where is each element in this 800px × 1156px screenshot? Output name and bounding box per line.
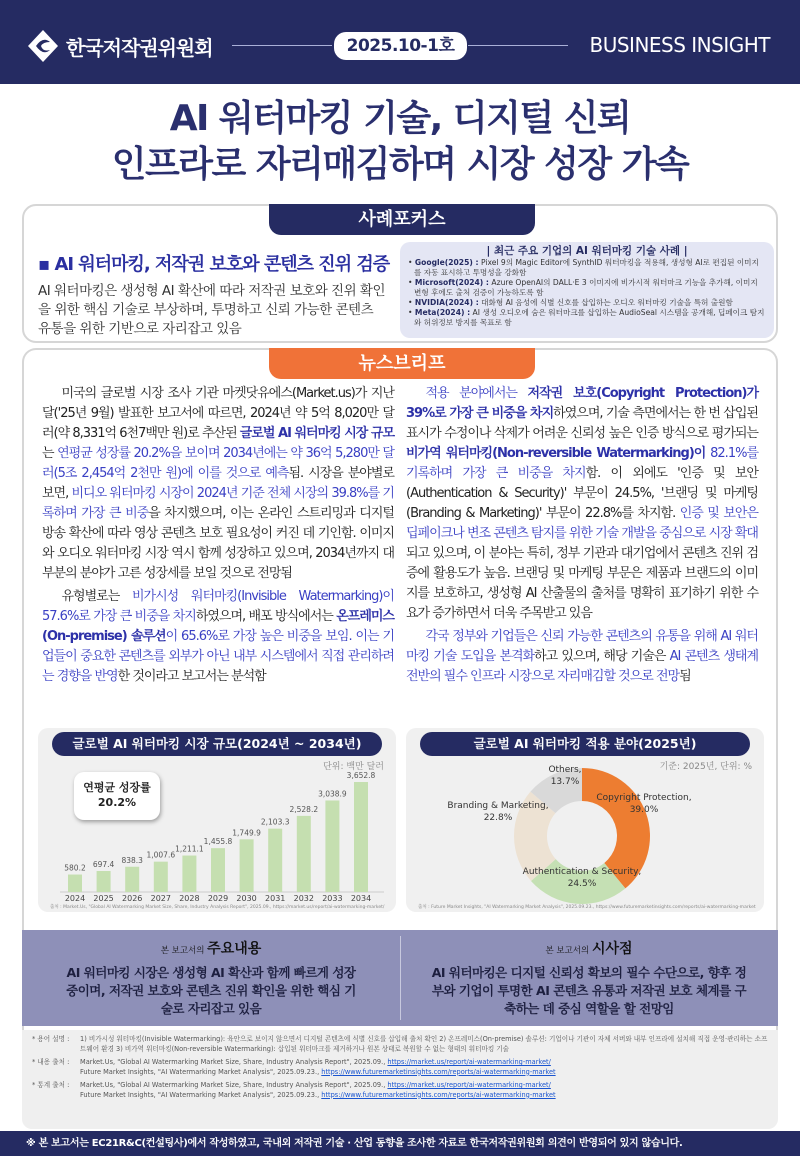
highlight-text: 82.1%를 기록하며 가장 큰 비중을 차지: [406, 446, 758, 481]
bar-value-label: 838.3: [121, 855, 143, 865]
news-paragraph: [42, 384, 394, 584]
body-text: 되고 있으며, 이 분야는 특히, 정부 기관과 대기업에서 콘텐츠 진위 검증에 활용도가 높음. 브랜딩 및 마케팅 부문은 제품과 브랜드의 이미지를 보호하고, 생성형 AI 산출물의 출처를 명확히 표기하기 위한 수요가 증가하면서 더욱 주목받고 있음: [406, 546, 758, 621]
bar-value-label: 697.4: [92, 859, 115, 869]
market-size-chart: [38, 728, 396, 912]
source-text: Market.Us, "Global AI Watermarking Market Size, Share, Industry Analysis Report", 2025.09.,: [80, 1058, 388, 1066]
chart-unit: 기준: 2025년, 단위: %: [659, 762, 752, 772]
note-label: * 통계 출처 :: [32, 1081, 70, 1089]
slice-name-label: Authentication & Security,: [522, 867, 642, 877]
case-company: Google(2025) :: [414, 258, 479, 267]
case-focus-section: [22, 204, 778, 343]
bar: [240, 839, 254, 892]
chart-title: 글로벌 AI 워터마킹 적용 분야(2025년): [420, 732, 750, 756]
case-item: • Meta(2024) : AI 생성 오디오에 숨은 워터마크를 삽입하는 AudioSeal 시스템을 공개해, 딥페이크 탐지와 허위정보 방지를 목표로 함: [408, 308, 765, 327]
cases-title: | 최근 주요 기업의 AI 워터마킹 기술 사례 |: [486, 245, 688, 257]
divider: [468, 45, 568, 46]
summary-text: AI 워터마킹 시장은 생성형 AI 확산과 함께 빠르게 성장 중이며, 저작권 보호와 콘텐츠 진위 확인을 위한 핵심 기술로 자리잡고 있음: [66, 965, 356, 1016]
body-text: 한 것이라고 보고서는 분석함: [117, 669, 266, 684]
bar-value-label: 2,103.3: [260, 817, 290, 827]
summary-label: 시사점: [591, 941, 633, 957]
bar-value-label: 1,455.8: [203, 837, 233, 847]
summary-prefix: 본 보고서의: [160, 946, 208, 956]
chart-source: 출처 : Future Market Insights, "AI Watermarking Market Analysis", 2025.09.23., https://www.futuremarketinsights.com/reports/ai-watermarking-market: [418, 905, 756, 910]
callout-value: 20.2%: [97, 796, 137, 809]
body-text: 됨: [679, 669, 691, 684]
bar: [68, 875, 82, 892]
slice-value-label: 22.8%: [483, 813, 513, 823]
source-link[interactable]: https://www.futuremarketinsights.com/reports/ai-watermarking-market: [321, 1067, 556, 1076]
highlight-text: 저작권 보호(Copyright Protection)가 39%로 가장 큰 비중을 차지: [406, 386, 758, 421]
bar: [325, 800, 339, 892]
highlight-text: 글로벌 AI 워터마킹 시장 규모: [239, 426, 395, 441]
x-tick-label: 2029: [207, 894, 229, 903]
source-text: Market.Us, "Global AI Watermarking Market Size, Share, Industry Analysis Report", 2025.09.,: [80, 1081, 388, 1089]
case-item: • Google(2025) : Pixel 9의 Magic Editor에 SynthID 워터마킹을 적용해, 생성형 AI로 편집된 이미지를 자동 표시하고 투명성을 강화함: [408, 258, 759, 277]
case-summary: AI 워터마킹은 생성형 AI 확산에 따라 저작권 보호와 진위 확인을 위한 핵심 기술로 부상하며, 투명하고 신뢰 가능한 콘텐츠 유통을 위한 기반으로 자리잡고 있음: [38, 283, 385, 337]
terms-note: 1) 비가시성 워터마킹(Invisible Watermarking): 육안으로 보이지 않으면서 디지털 콘텐츠에 식별 신호를 삽입해 출처 확인 2) 온프레미스(On-premise) 솔루션: 기업이나 기관이 자체 서버와 내부 인프라에 설치해 직접 운영·관리하는 소프트웨어 환경 3) 비가역 워터마킹(Non-reversible Watermarking): 삽입된 워터마크를 제거하거나 원본 상태로 복원할 수 없는 형태의 워터마킹 기술: [80, 1035, 768, 1053]
case-text: AI 생성 오디오에 숨은 워터마크를 삽입하는 AudioSeal 시스템을 공개해, 딥페이크 탐지와 허위정보 방지를 목표로 함: [414, 308, 765, 327]
bar: [297, 816, 311, 892]
body-text: 함. 이 외에도 '인증 및 보안(Authentication & Security)' 부문이 24.5%, '브랜딩 및 마케팅(Branding & Marketing)' 부문이 22.8%를 차지함.: [406, 466, 758, 521]
case-focus-tab: 사례포커스: [269, 204, 535, 235]
slice-value-label: 39.0%: [629, 805, 659, 815]
highlight-text: 인증 및 보안은 딥페이크나 변조 콘텐츠 탐지를 위한 기술 개발을 중심으로 시장 확대: [406, 506, 758, 541]
highlight-text: 적용 분야에서는: [425, 386, 528, 401]
title-line: 인프라로 자리매김하며 시장 성장 가속: [111, 144, 689, 185]
body-text: 됨. 시장을 분야별로 보면,: [42, 466, 394, 501]
header-bar: [0, 0, 800, 84]
application-chart: [406, 728, 764, 912]
bar: [97, 871, 111, 892]
news-brief-tab: 뉴스브리프: [269, 348, 535, 379]
chart-title: 글로벌 AI 워터마킹 시장 규모(2024년 ~ 2034년): [52, 732, 382, 756]
title-line: AI 워터마킹 기술, 디지털 신뢰: [169, 98, 631, 139]
case-company: Microsoft(2024) :: [414, 278, 489, 287]
highlight-text: 이 65.6%로 가장 높은 비중을 보임. 이는 기업들이 중요한 콘텐츠를 외부가 아닌 내부 시스템에서 직접 관리하려는 경향을 반영: [42, 629, 395, 684]
news-column-left: [42, 384, 394, 690]
bar-value-label: 1,749.9: [232, 828, 261, 838]
chart-source: 출처 : Market.Us, "Global AI Watermarking Market Size, Share, Industry Analysis Report", 2025.09., https://market.us/report/ai-watermarking-market/: [50, 905, 385, 910]
note-label: * 내용 출처 :: [32, 1058, 70, 1066]
news-brief-section: [22, 348, 778, 1030]
source-link[interactable]: https://market.us/report/ai-watermarking-market/: [387, 1081, 551, 1089]
case-company: NVIDIA(2024) :: [414, 298, 479, 307]
disclaimer-footer: ※ 본 보고서는 EC21R&C(컨설팅사)에서 작성하였고, 국내외 저작권 기술 · 산업 동향을 조사한 자료로 한국저작권위원회 의견이 반영되어 있지 않습니다.: [0, 1131, 800, 1156]
source-link[interactable]: https://market.us/report/ai-watermarking-market/: [387, 1058, 551, 1066]
slice-name-label: Branding & Marketing,: [447, 801, 549, 811]
page-title: [0, 96, 800, 188]
slice-name-label: Others,: [548, 765, 582, 775]
highlight-text: 각국 정부와 기업들은 신뢰 가능한 콘텐츠의 유통을 위해 AI 워터마킹 기술 도입을 본격화: [406, 629, 758, 664]
highlight-text: 온프레미스(On-premise) 솔루션: [42, 609, 394, 644]
source-text: Future Market Insights, "AI Watermarking Market Analysis", 2025.09.23.,: [80, 1090, 322, 1099]
x-tick-label: 2025: [93, 894, 114, 903]
bar-value-label: 3,652.8: [346, 771, 376, 780]
slice-value-label: 24.5%: [567, 879, 597, 889]
x-tick-label: 2031: [265, 894, 286, 903]
body-text: 을 차지했으며, 이는 온라인 스트리밍과 디지털 방송 확산에 따라 영상 콘텐츠 보호 필요성이 커진 데 기인함. 이미지와 오디오 워터마킹 시장 역시 함께 성장하고 있으며, 2034년까지 대부분의 분야가 고른 성장세를 보일 것으로 전망됨: [42, 506, 394, 581]
issue-badge: 2025.10-1호: [334, 32, 467, 60]
bar-value-label: 1,211.1: [175, 844, 204, 854]
body-text: 는: [42, 446, 58, 461]
bar: [354, 782, 368, 892]
summary-label: 주요내용: [207, 941, 262, 957]
bar: [268, 829, 282, 892]
case-heading: ▪ AI 워터마킹, 저작권 보호와 콘텐츠 진위 검증: [38, 254, 390, 275]
body-text: 하였으며, 기술 측면에서는 한 번 삽입된 표시가 수정이나 삭제가 어려운 신뢰성 높은 인증 방식으로 평가되는: [406, 406, 758, 441]
news-paragraph: [42, 587, 394, 687]
x-tick-label: 2028: [179, 894, 200, 903]
bar: [182, 856, 196, 892]
bar-chart: [38, 728, 396, 912]
bar: [211, 848, 225, 892]
body-text: 하였으며, 배포 방식에서는: [195, 609, 337, 624]
implications: [400, 930, 778, 1026]
key-content: [22, 930, 400, 1026]
bar-value-label: 580.2: [64, 863, 86, 873]
case-text: 대화형 AI 음성에 식별 신호를 삽입하는 오디오 워터마킹 기술을 특허 출원함: [478, 298, 733, 307]
body-text: 미국의 글로벌 시장 조사 기관 마켓닷유에스(Market.us)가 지난달('25년 9월) 발표한 보고서에 따르면, 2024년 약 5억 8,020만 달러(약 8,331억 6천7백만 원)로 추산된: [42, 386, 394, 441]
bar: [154, 862, 168, 892]
company-cases-panel: [400, 242, 774, 338]
case-text: Azure OpenAI의 DALL·E 3 이미지에 비가시적 워터마크 기능을 추가해, 이미지 변형 후에도 출처 검증이 가능하도록 함: [414, 278, 758, 297]
x-tick-label: 2024: [64, 894, 86, 903]
body-text: 하고 있으며, 해당 기술은: [534, 649, 670, 664]
highlight-text: 비가역 워터마킹(Non-reversible Watermarking)이: [406, 446, 706, 461]
summary-text: AI 워터마킹은 디지털 신뢰성 확보의 필수 수단으로, 향후 정부와 기업이 투명한 AI 콘텐츠 유통과 저작권 보호 체계를 구축하는 데 중심 역할을 할 전망임: [431, 965, 747, 1016]
news-column-right: [406, 384, 758, 690]
summary-prefix: 본 보고서의: [545, 946, 592, 956]
series-name: BUSINESS INSIGHT: [589, 33, 770, 57]
slice-value-label: 13.7%: [550, 777, 580, 787]
news-paragraph: [406, 384, 758, 624]
note-label: * 용어 설명 :: [32, 1035, 70, 1043]
highlight-text: 비가시성 워터마킹(Invisible Watermarking)이 57.6%로 가장 큰 비중을 차지: [42, 589, 394, 624]
x-tick-label: 2026: [122, 894, 143, 903]
footnotes: [22, 1030, 778, 1129]
slice-name-label: Copyright Protection,: [596, 793, 692, 803]
body-text: 유형별로는: [61, 589, 132, 604]
logo-icon: [26, 28, 60, 64]
case-item: • Microsoft(2024) : Azure OpenAI의 DALL·E 3 이미지에 비가시적 워터마크 기능을 추가해, 이미지 변형 후에도 출처 검증이 가능하도록 함: [408, 278, 758, 297]
bar-value-label: 2,528.2: [289, 804, 319, 814]
highlight-text: 연평균 성장률 20.2%을 보이며 2034년에는 약 36억 5,280만 달러(5조 2,454억 2천만 원)에 이를 것으로 예측: [42, 446, 394, 481]
source-text: Future Market Insights, "AI Watermarking Market Analysis", 2025.09.23.,: [80, 1067, 322, 1076]
highlight-text: 비디오 워터마킹 시장이 2024년 기준 전체 시장의 39.8%를 기록하며 가장 큰 비중: [42, 486, 394, 521]
source-link[interactable]: https://www.futuremarketinsights.com/reports/ai-watermarking-market: [321, 1090, 556, 1099]
x-tick-label: 2033: [322, 894, 343, 903]
x-tick-label: 2030: [236, 894, 257, 903]
org-logo: [26, 28, 213, 64]
highlight-text: AI 콘텐츠 생태계 전반의 필수 인프라 시장으로 자리매김할 것으로 전망: [406, 649, 758, 684]
x-tick-label: 2032: [293, 894, 314, 903]
x-tick-label: 2027: [150, 894, 171, 903]
bar-value-label: 1,007.6: [146, 850, 176, 860]
case-text: Pixel 9의 Magic Editor에 SynthID 워터마킹을 적용해, 생성형 AI로 편집된 이미지를 자동 표시하고 투명성을 강화함: [414, 258, 759, 277]
bar: [125, 867, 139, 892]
case-item: • NVIDIA(2024) : 대화형 AI 음성에 식별 신호를 삽입하는 오디오 워터마킹 기술을 특허 출원함: [408, 298, 733, 307]
chart-unit: 단위: 백만 달러: [323, 762, 384, 772]
callout-label: 연평균 성장률: [83, 781, 151, 794]
org-name: 한국저작권위원회: [66, 35, 213, 60]
bar-value-label: 3,038.9: [318, 789, 347, 799]
donut-chart: [406, 728, 764, 912]
news-paragraph: [406, 627, 758, 687]
x-tick-label: 2034: [350, 894, 372, 903]
divider: [232, 45, 332, 46]
summary-band: [22, 930, 778, 1026]
case-company: Meta(2024) :: [414, 308, 471, 317]
cagr-callout: [74, 772, 160, 820]
